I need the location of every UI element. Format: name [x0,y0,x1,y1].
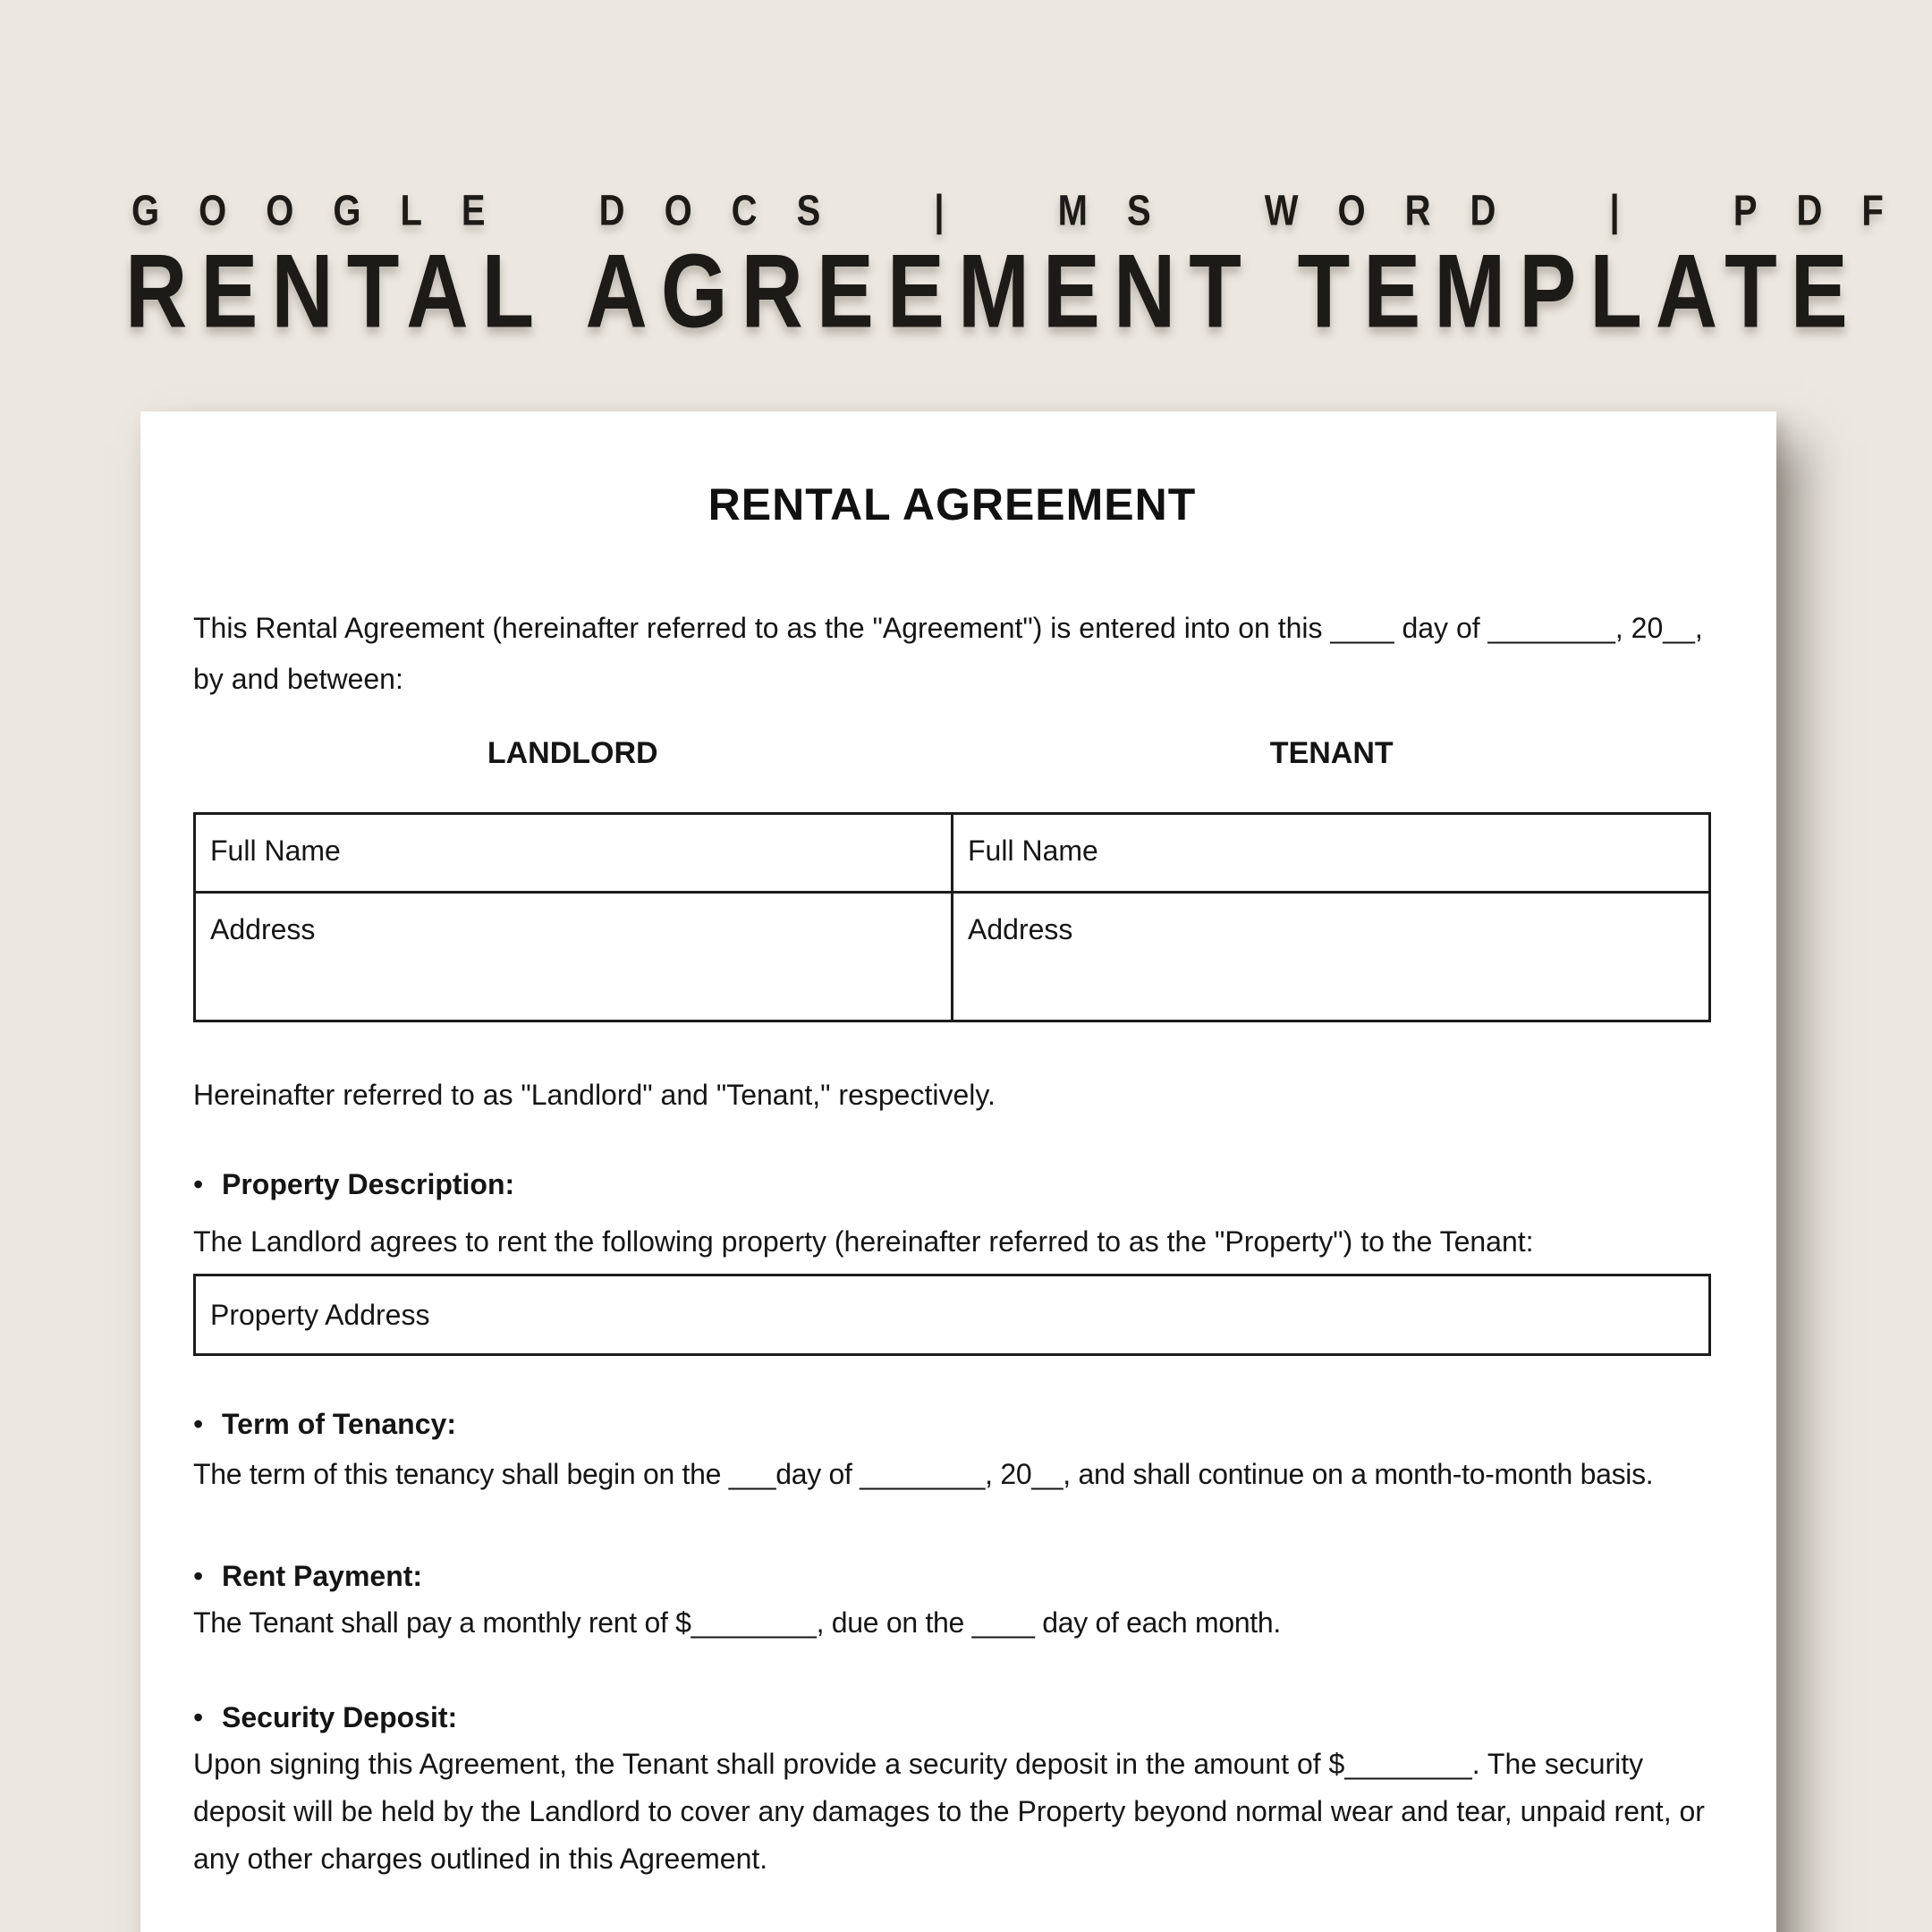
banner-formats-line: GOOGLE DOCS | MS WORD | PDF [131,187,1923,235]
document-page [140,411,1776,1932]
section-rent-payment-heading [193,1556,1711,1596]
section-heading-text: Rent Payment: [222,1560,423,1592]
property-address-box[interactable] [193,1274,1711,1356]
section-security-deposit-body: Upon signing this Agreement, the Tenant shall provide a security deposit in the amount of $________. The security deposit will be held by the Landlord to cover any damages to the Property beyond normal wear and tear, unpaid rent, or any other charges outlined in this Agreement. [193,1748,1705,1875]
tenant-address-cell[interactable]: Address [953,893,1710,1021]
property-address-placeholder: Property Address [210,1298,430,1331]
tenant-column-label: TENANT [1269,736,1394,770]
section-term-of-tenancy-heading [193,1404,1711,1444]
section-term-of-tenancy-body: The term of this tenancy shall begin on the ___day of ________, 20__, and shall continue on a month-to-month basis. [193,1458,1654,1490]
landlord-address-cell[interactable]: Address [195,893,953,1021]
section-heading-text: Security Deposit: [222,1701,458,1733]
section-heading-text: Property Description: [222,1168,515,1200]
bullet-icon: • [193,1560,204,1592]
address-row [195,893,1710,1021]
section-rent-payment-body: The Tenant shall pay a monthly rent of $________, due on the ____ day of each month. [193,1606,1281,1639]
section-heading-text: Term of Tenancy: [222,1408,456,1440]
parties-table [193,812,1711,1022]
section-security-deposit-heading [193,1698,1711,1737]
banner-title: RENTAL AGREEMENT TEMPLATE [125,233,1861,351]
bullet-icon: • [193,1168,204,1200]
landlord-column-label: LANDLORD [487,736,658,770]
bullet-icon: • [193,1408,204,1440]
document-title: RENTAL AGREEMENT [708,479,1197,530]
section-property-description-heading [193,1165,1711,1204]
full-name-row [195,814,1710,893]
bullet-icon: • [193,1701,204,1733]
document-content [193,411,1711,1932]
section-property-description-body: The Landlord agrees to rent the following property (hereinafter referred to as the "Property") to the Tenant: [193,1225,1534,1258]
tenant-full-name-cell[interactable]: Full Name [953,814,1710,893]
hereinafter-text: Hereinafter referred to as "Landlord" and "Tenant," respectively. [193,1079,996,1111]
intro-paragraph: This Rental Agreement (hereinafter referred to as the "Agreement") is entered into on this ____ day of ________, 20__, by and between: [193,612,1703,695]
party-column-labels [193,733,1711,773]
landlord-full-name-cell[interactable]: Full Name [195,814,953,893]
